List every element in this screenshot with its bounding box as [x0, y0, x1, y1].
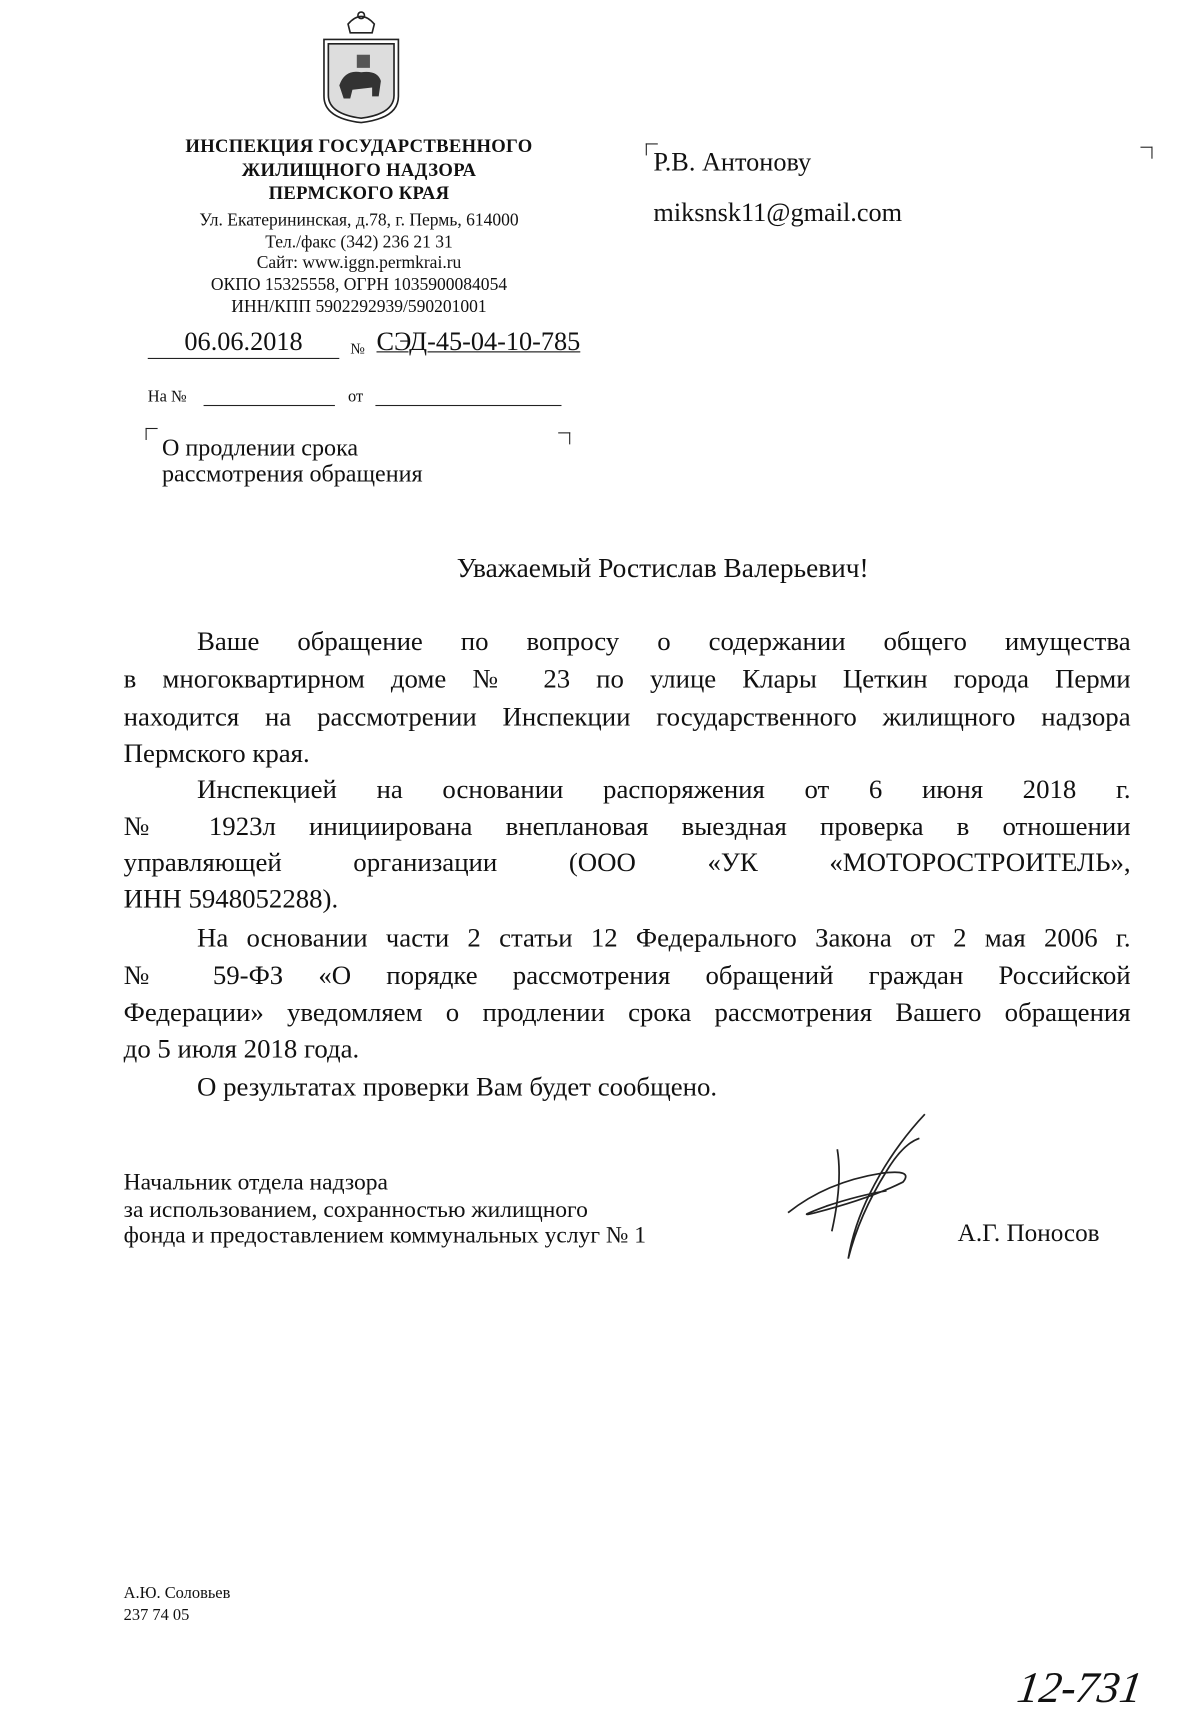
coat-of-arms-emblem — [317, 9, 405, 125]
body-line: ИНН 5948052288). — [123, 884, 339, 914]
sender-okpo: ОКПО 15325558, ОГРН 1035900084054 — [210, 275, 508, 295]
sender-inn: ИНН/КПП 5902292939/590201001 — [231, 297, 487, 317]
greeting: Уважаемый Ростислав Валерьевич! — [456, 553, 869, 584]
reference-number-label: На № — [147, 388, 187, 407]
executor-name: А.Ю. Соловьев — [123, 1584, 231, 1603]
subject-line: рассмотрения обращения — [161, 459, 423, 488]
body-line: до 5 июля 2018 года. — [123, 1034, 360, 1064]
handwritten-note: 12-731 — [1014, 1662, 1146, 1712]
body-line: На основании части 2 статьи 12 Федерального Закона от 2 мая 2006 г. — [197, 923, 1131, 954]
body-line: О результатах проверки Вам будет сообщено. — [197, 1072, 718, 1103]
addressee-email: miksnsk11@gmail.com — [653, 199, 903, 228]
sender-name-line: ЖИЛИЩНОГО НАДЗОРА — [241, 159, 477, 181]
subject-corner-mark — [146, 428, 158, 440]
addressee-name: Р.В. Антонову — [653, 148, 812, 178]
subject-line: О продлении срока — [161, 433, 359, 461]
addressee-corner-mark — [1140, 147, 1152, 159]
signatory-name: А.Г. Поносов — [957, 1219, 1100, 1247]
signatory-title-line: за использованием, сохранностью жилищного — [123, 1196, 588, 1223]
body-line: Пермского края. — [123, 738, 310, 769]
reference-number-blank — [204, 405, 335, 406]
signatory-title-line: фонда и предоставлением коммунальных услуг № 1 — [123, 1221, 646, 1248]
sender-name-line: ПЕРМСКОГО КРАЯ — [268, 182, 450, 204]
body-line: Ваше обращение по вопросу о содержании общего имущества — [197, 627, 1131, 657]
sender-address: Ул. Екатерининская, д.78, г. Пермь, 614000 — [199, 211, 519, 230]
body-line: в многоквартирном доме № 23 по улице Клары Цеткин города Перми — [123, 664, 1131, 694]
body-line: Федерации» уведомляем о продлении срока рассмотрения Вашего обращения — [123, 998, 1131, 1028]
body-line: находится на рассмотрении Инспекции государственного жилищного надзора — [123, 702, 1131, 733]
reference-date-blank — [375, 405, 561, 406]
executor-phone: 237 74 05 — [123, 1606, 190, 1625]
number-sign: № — [350, 341, 365, 358]
handwritten-signature — [783, 1105, 947, 1264]
sender-website: Сайт: www.iggn.permkrai.ru — [256, 253, 462, 273]
body-line: № 1923л инициирована внеплановая выездная проверка в отношении — [123, 812, 1131, 842]
sender-name-line: ИНСПЕКЦИЯ ГОСУДАРСТВЕННОГО — [185, 135, 533, 157]
body-line: Инспекцией на основании распоряжения от 6 июня 2018 г. — [197, 774, 1131, 805]
sender-phone: Тел./факс (342) 236 21 31 — [265, 233, 453, 252]
body-line: управляющей организации (ООО «УК «МОТОРОСТРОИТЕЛЬ», — [123, 848, 1131, 878]
signatory-title-line: Начальник отдела надзора — [123, 1168, 389, 1196]
subject-corner-mark — [558, 432, 570, 444]
body-line: № 59-ФЗ «О порядке рассмотрения обращений граждан Российской — [123, 960, 1131, 991]
reference-date-label: от — [348, 388, 364, 407]
document-number: СЭД-45-04-10-785 — [376, 328, 581, 357]
document-date: 06.06.2018 — [148, 328, 340, 359]
